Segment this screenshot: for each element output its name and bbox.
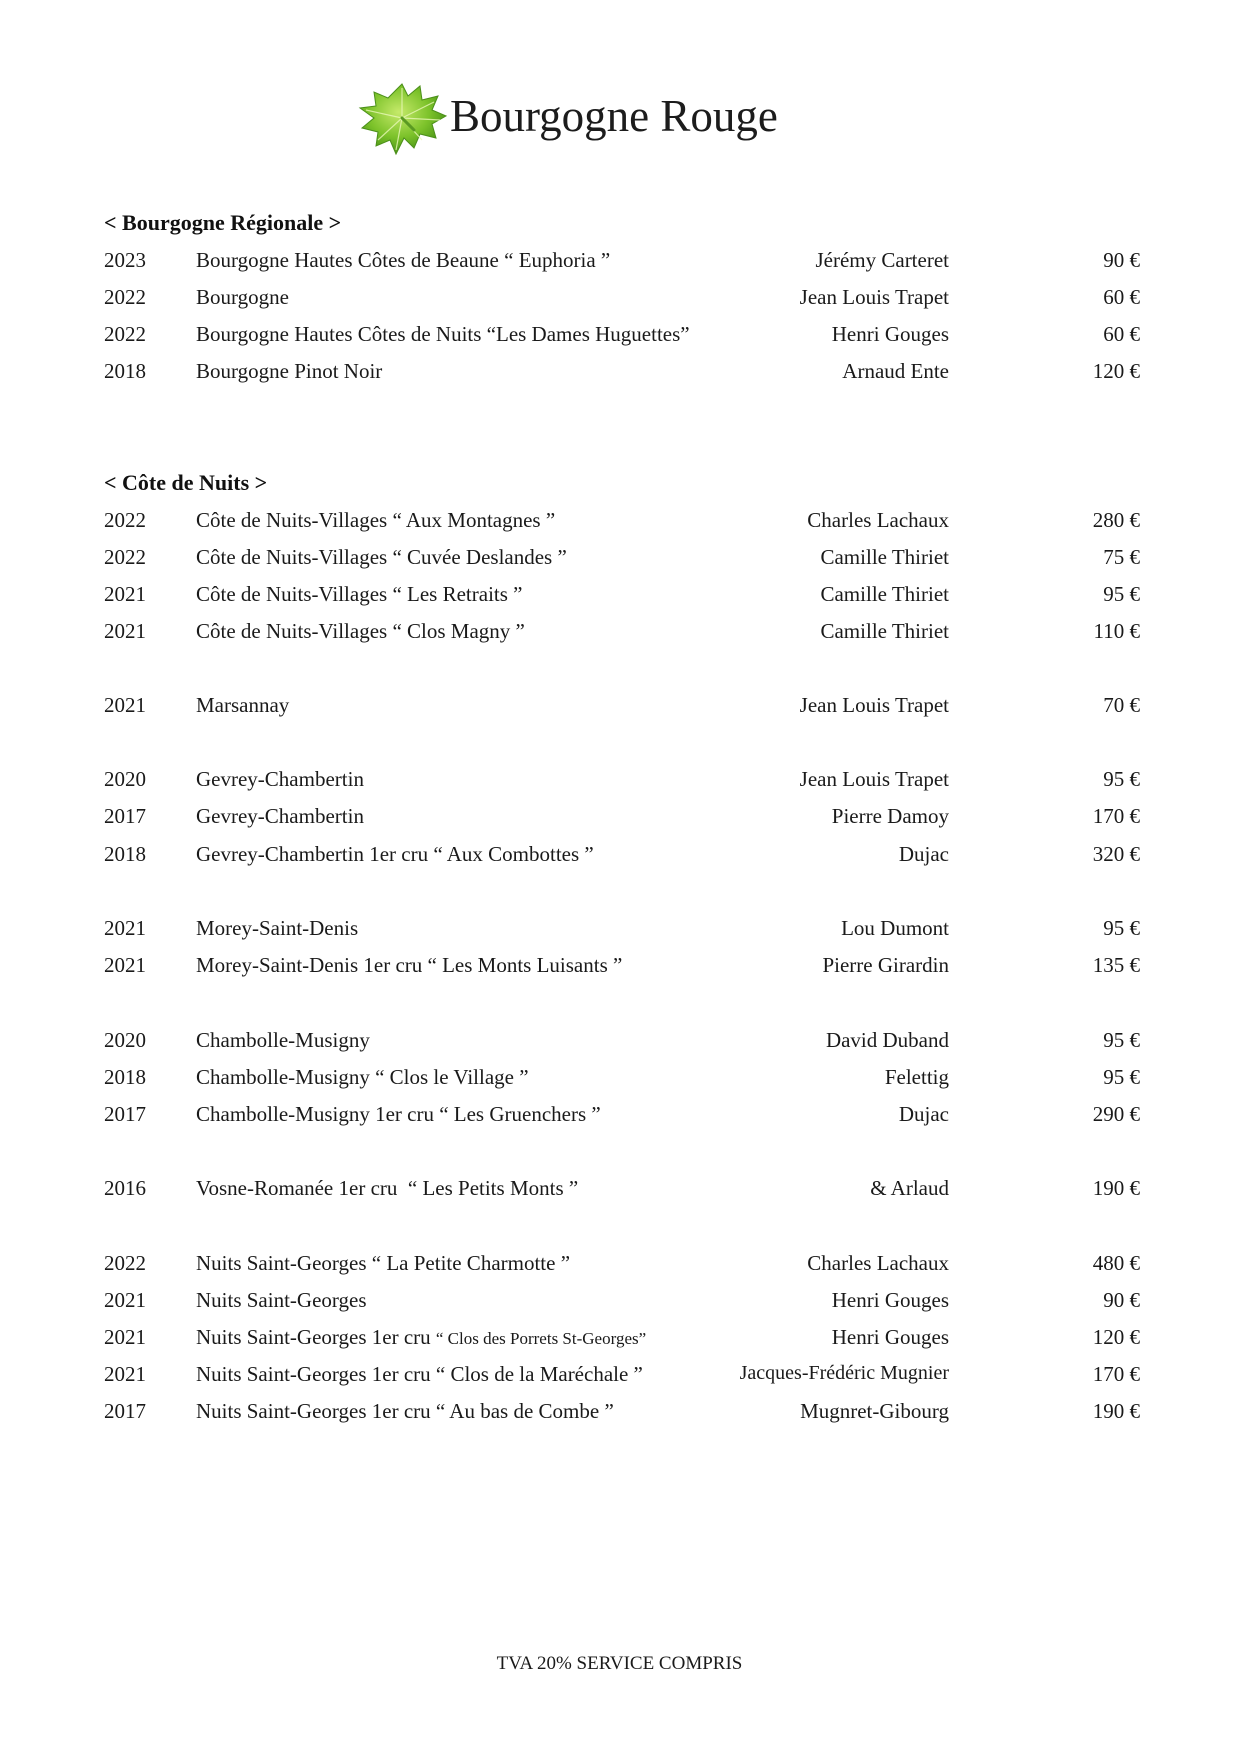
wine-vintage: 2022 xyxy=(104,322,146,346)
wine-row xyxy=(0,802,1239,832)
wine-row xyxy=(0,765,1239,795)
wine-vintage: 2021 xyxy=(104,916,146,940)
wine-producer: Henri Gouges xyxy=(831,1288,949,1312)
wine-name: Vosne-Romanée 1er cru “ Les Petits Monts ” xyxy=(196,1176,579,1200)
wine-name: Nuits Saint-Georges xyxy=(196,1288,367,1312)
wine-name-main: Nuits Saint-Georges 1er cru xyxy=(196,1325,431,1349)
wine-vintage: 2022 xyxy=(104,545,146,569)
wine-row xyxy=(0,320,1239,350)
wine-name: Morey-Saint-Denis 1er cru “ Les Monts Luisants ” xyxy=(196,953,623,977)
wine-row xyxy=(0,1063,1239,1093)
wine-vintage: 2022 xyxy=(104,285,146,309)
page-header xyxy=(0,74,1239,164)
wine-price: 170 € xyxy=(1092,804,1140,828)
wine-vintage: 2021 xyxy=(104,1362,146,1386)
wine-row xyxy=(0,1286,1239,1316)
wine-producer: Jean Louis Trapet xyxy=(799,767,949,791)
wine-row xyxy=(0,691,1239,721)
wine-name: Nuits Saint-Georges 1er cru “ Au bas de Combe ” xyxy=(196,1399,614,1423)
wine-vintage: 2018 xyxy=(104,842,146,866)
wine-name: Gevrey-Chambertin xyxy=(196,767,364,791)
wine-name: Nuits Saint-Georges “ La Petite Charmotte ” xyxy=(196,1251,571,1275)
wine-vintage: 2021 xyxy=(104,1325,146,1349)
wine-vintage: 2022 xyxy=(104,508,146,532)
wine-producer: & Arlaud xyxy=(870,1176,949,1200)
wine-row xyxy=(0,1397,1239,1427)
wine-name: Gevrey-Chambertin 1er cru “ Aux Combottes ” xyxy=(196,842,594,866)
wine-row xyxy=(0,1360,1239,1390)
wine-producer: Charles Lachaux xyxy=(807,1251,949,1275)
wine-row xyxy=(0,1249,1239,1279)
wine-price: 90 € xyxy=(1103,248,1140,272)
wine-row xyxy=(0,1323,1239,1353)
wine-vintage: 2023 xyxy=(104,248,146,272)
wine-price: 480 € xyxy=(1092,1251,1140,1275)
wine-vintage: 2016 xyxy=(104,1176,146,1200)
wine-name xyxy=(196,1327,646,1348)
wine-name: Marsannay xyxy=(196,693,290,717)
wine-row xyxy=(0,914,1239,944)
wine-name: Chambolle-Musigny “ Clos le Village ” xyxy=(196,1065,529,1089)
wine-row xyxy=(0,617,1239,647)
wine-producer: Felettig xyxy=(884,1065,949,1089)
wine-name: Bourgogne Hautes Côtes de Nuits “Les Dames Huguettes” xyxy=(196,322,690,346)
wine-producer: Jean Louis Trapet xyxy=(799,285,949,309)
wine-vintage: 2018 xyxy=(104,359,146,383)
wine-price: 60 € xyxy=(1103,322,1140,346)
wine-vintage: 2021 xyxy=(104,582,146,606)
vine-leaf-icon xyxy=(356,78,448,160)
wine-vintage: 2021 xyxy=(104,1288,146,1312)
wine-name-climat: “ Clos des Porrets St-Georges” xyxy=(435,1329,647,1348)
wine-producer: Dujac xyxy=(898,1102,949,1126)
wine-producer: Dujac xyxy=(898,842,949,866)
wine-vintage: 2021 xyxy=(104,953,146,977)
wine-row xyxy=(0,283,1239,313)
wine-price: 95 € xyxy=(1103,916,1140,940)
wine-producer: Pierre Damoy xyxy=(831,804,949,828)
wine-row xyxy=(0,506,1239,536)
wine-name: Côte de Nuits-Villages “ Aux Montagnes ” xyxy=(196,508,556,532)
wine-producer: Jacques-Frédéric Mugnier xyxy=(739,1362,949,1384)
wine-price: 95 € xyxy=(1103,1065,1140,1089)
wine-price: 190 € xyxy=(1092,1176,1140,1200)
wine-name: Bourgogne Pinot Noir xyxy=(196,359,383,383)
wine-price: 110 € xyxy=(1093,619,1140,643)
wine-vintage: 2022 xyxy=(104,1251,146,1275)
wine-vintage: 2020 xyxy=(104,1028,146,1052)
wine-name: Gevrey-Chambertin xyxy=(196,804,364,828)
section-heading-bourgogne-regionale: < Bourgogne Régionale > xyxy=(104,210,342,235)
wine-name: Chambolle-Musigny 1er cru “ Les Gruenchers ” xyxy=(196,1102,601,1126)
wine-row xyxy=(0,1026,1239,1056)
wine-price: 95 € xyxy=(1103,582,1140,606)
wine-vintage: 2020 xyxy=(104,767,146,791)
wine-vintage: 2018 xyxy=(104,1065,146,1089)
wine-name: Morey-Saint-Denis xyxy=(196,916,359,940)
wine-row xyxy=(0,543,1239,573)
wine-producer: Henri Gouges xyxy=(831,322,949,346)
wine-name: Nuits Saint-Georges 1er cru “ Clos de la Maréchale ” xyxy=(196,1362,643,1386)
wine-producer: Lou Dumont xyxy=(841,916,949,940)
wine-name: Côte de Nuits-Villages “ Cuvée Deslandes ” xyxy=(196,545,567,569)
wine-producer: Camille Thiriet xyxy=(820,619,949,643)
wine-price: 320 € xyxy=(1092,842,1140,866)
wine-producer: Henri Gouges xyxy=(831,1325,949,1349)
wine-price: 190 € xyxy=(1092,1399,1140,1423)
wine-name: Bourgogne xyxy=(196,285,289,309)
wine-vintage: 2021 xyxy=(104,619,146,643)
wine-vintage: 2017 xyxy=(104,1399,146,1423)
wine-producer: Pierre Girardin xyxy=(822,953,949,977)
wine-producer: Charles Lachaux xyxy=(807,508,949,532)
wine-vintage: 2021 xyxy=(104,693,146,717)
wine-price: 95 € xyxy=(1103,1028,1140,1052)
wine-producer: David Duband xyxy=(825,1028,949,1052)
wine-vintage: 2017 xyxy=(104,804,146,828)
wine-name: Côte de Nuits-Villages “ Clos Magny ” xyxy=(196,619,525,643)
wine-producer: Mugnret-Gibourg xyxy=(800,1399,949,1423)
wine-producer: Arnaud Ente xyxy=(842,359,949,383)
wine-name: Côte de Nuits-Villages “ Les Retraits ” xyxy=(196,582,523,606)
wine-price: 95 € xyxy=(1103,767,1140,791)
wine-price: 170 € xyxy=(1092,1362,1140,1386)
page-title: Bourgogne Rouge xyxy=(450,91,778,141)
wine-producer: Jérémy Carteret xyxy=(815,248,949,272)
footer-tax-note: TVA 20% SERVICE COMPRIS xyxy=(496,1653,743,1674)
wine-price: 90 € xyxy=(1103,1288,1140,1312)
wine-name: Bourgogne Hautes Côtes de Beaune “ Euphoria ” xyxy=(196,248,611,272)
wine-vintage: 2017 xyxy=(104,1102,146,1126)
wine-price: 290 € xyxy=(1092,1102,1140,1126)
wine-price: 60 € xyxy=(1103,285,1140,309)
wine-row xyxy=(0,951,1239,981)
wine-price: 135 € xyxy=(1092,953,1140,977)
wine-price: 120 € xyxy=(1092,359,1140,383)
wine-row xyxy=(0,580,1239,610)
wine-row xyxy=(0,1100,1239,1130)
wine-producer: Camille Thiriet xyxy=(820,582,949,606)
wine-name: Chambolle-Musigny xyxy=(196,1028,370,1052)
wine-producer: Jean Louis Trapet xyxy=(799,693,949,717)
wine-price: 280 € xyxy=(1092,508,1140,532)
wine-row xyxy=(0,357,1239,387)
wine-row xyxy=(0,1174,1239,1204)
wine-price: 120 € xyxy=(1092,1325,1140,1349)
wine-row xyxy=(0,840,1239,870)
wine-row xyxy=(0,246,1239,276)
wine-price: 75 € xyxy=(1103,545,1140,569)
section-heading-cote-de-nuits: < Côte de Nuits > xyxy=(104,470,268,495)
wine-price: 70 € xyxy=(1103,693,1140,717)
wine-producer: Camille Thiriet xyxy=(820,545,949,569)
